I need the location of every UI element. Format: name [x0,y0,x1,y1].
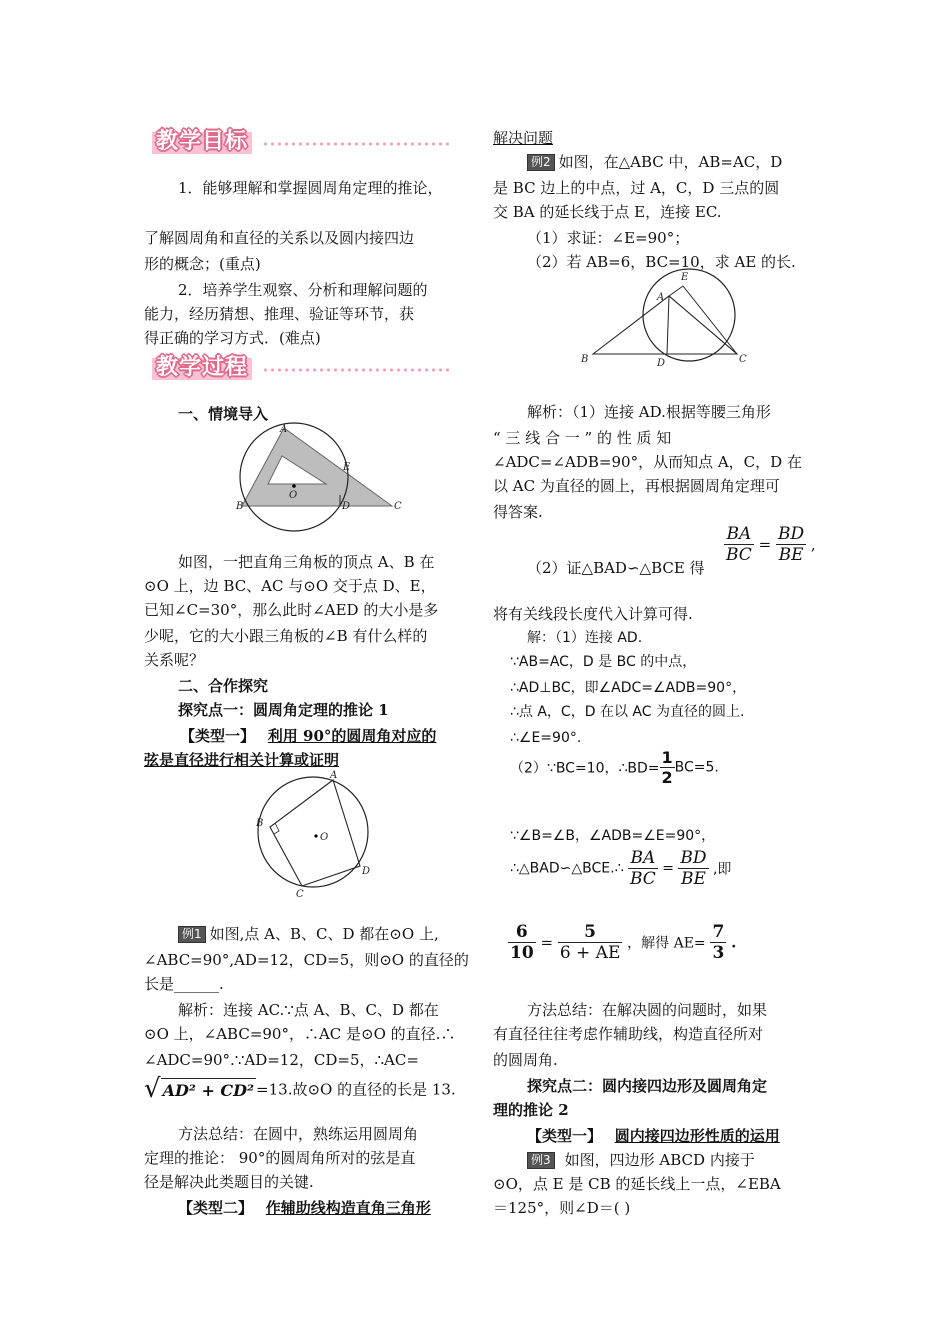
figure-triangle-circle [575,268,760,368]
intro-line4: 少呢，它的大小跟三角板的∠B 有什么样的 [144,627,428,645]
point2-heading: 探究点二：圆内接四边形及圆周角定 [527,1077,768,1095]
example3-line3: ＝125°，则∠D＝( ) [493,1199,631,1217]
type3-title: 圆内接四边形性质的运用 [614,1127,780,1145]
fraction-ba-bc [724,524,754,565]
analysis2-line7: 将有关线段长度代入计算可得. [493,605,693,623]
summary2-line2: 有直径往往考虑作辅助线，构造直径所对 [493,1025,764,1043]
example1-line3: 长是______. [144,975,224,993]
banner-dots [262,368,452,372]
figure-triangle-ruler [232,422,412,537]
point1-heading: 探究点一：圆周角定理的推论 1 [178,701,389,719]
equals-sign: = [662,860,674,877]
example2-q1: （1）求证：∠E=90°； [527,229,690,247]
numerator: BA [628,848,658,869]
comma: , [810,535,816,554]
solution-line6 [510,748,719,787]
denominator: 6 + AE [559,943,621,963]
banner-dots [262,142,452,146]
fraction-bd-be [678,848,708,889]
label-c: C [394,501,402,512]
type2-label: 【类型二】 [178,1199,254,1217]
section-heading: 二、合作探究 [178,677,269,695]
triangle-ruler-shape [242,428,392,506]
banner-title: 教学目标 [152,124,252,155]
example2-text: 如图，在△ABC 中，AB=AC，D [558,153,783,171]
example-tag: 例1 [178,926,206,943]
summary2-line1: 方法总结：在解决圆的问题时，如果 [527,1001,768,1019]
denominator: BC [726,545,752,565]
summary1-line1: 方法总结：在圆中，熟练运用圆周角 [178,1125,419,1143]
quadrilateral-abcd [270,780,360,886]
triangle-abc [593,296,737,354]
intro-line1: 如图，一把直角三角板的顶点 A、B 在 [178,553,435,571]
solve-heading: 解决问题 [493,129,554,147]
segment-ec [683,286,737,354]
fraction-5-6ae [558,922,623,963]
fraction-6-10 [508,922,536,963]
solution-line1: 解：（1）连接 AD. [527,630,643,646]
example3-line2: ⊙O，点 E 是 CB 的延长线上一点，∠EBA [493,1175,781,1193]
circle-o [258,777,371,887]
example3-text: 如图，四边形 ABCD 内接于 [564,1151,755,1169]
example1-line2: ∠ABC=90°,AD=12，CD=5，则⊙O 的直径的 [144,951,469,969]
goal2-line2: 能力，经历猜想、推理、验证等环节，获 [144,305,415,323]
type2-title: 作辅助线构造直角三角形 [265,1199,431,1217]
bd-result: BC=5. [674,759,719,776]
numerator: 1 [661,748,673,767]
fraction-bd-be [776,524,806,565]
goal1-line3: 形的概念；(重点) [144,255,261,273]
label-d: D [342,501,351,512]
analysis2-line5: 得答案. [493,503,543,521]
solution-line2: ∵AB=AC，D 是 BC 的中点， [510,654,697,670]
denominator: BC [629,869,656,889]
example-tag: 例2 [527,154,555,171]
summary2-line3: 的圆周角. [493,1051,558,1069]
goal2-line1: 2．培养学生观察、分析和理解问题的 [178,281,428,299]
solution-line5: ∴∠E=90°. [510,730,582,746]
example1-line1 [178,924,439,944]
type2-heading [178,1198,431,1218]
analysis2-line3: ∠ADC=∠ADB=90°，从而知点 A，C，D 在 [493,453,802,471]
summary1-line2: 定理的推论： 90°的圆周角所对的弦是直 [144,1149,416,1167]
analysis1-result: =13.故⊙O 的直径的长是 13. [256,1080,456,1099]
banner-teaching-goals [146,124,456,158]
similar-text: ∴△BAD∽△BCE.∴ [510,860,624,877]
analysis1-line3: ∠ADC=90°.∵AD=12，CD=5，∴AC= [144,1051,419,1069]
label-b: B [581,354,589,365]
segment-ad [667,296,669,354]
circle-acd [643,269,735,361]
type1-title: 利用 90°的圆周角对应的 [267,727,437,745]
label-d: D [362,866,371,877]
solution-line4: ∴点 A，C，D 在以 AC 为直径的圆上. [510,704,745,720]
goal2-line3: 得正确的学习方式．(难点) [144,329,321,347]
sqrt-radicand: AD² + CD² [161,1078,256,1100]
solution-line8 [510,848,731,889]
label-e: E [343,462,351,473]
fraction-7-3 [710,922,726,963]
numerator: 7 [712,922,725,942]
right-angle-mark [274,823,279,834]
segment-ae [669,286,683,296]
type1-heading [180,726,436,746]
type3-label: 【类型一】 [527,1127,603,1145]
label-c: C [296,889,304,898]
intro-line2: ⊙O 上，边 BC、AC 与⊙O 交于点 D、E， [144,577,436,595]
denominator: BE [681,869,706,889]
example2-q2: （2）若 AB=6，BC=10，求 AE 的长. [527,253,796,271]
example2-line3: 交 BA 的延长线于点 E，连接 EC. [493,203,722,221]
solve-text: ，解得 AE= [627,935,706,952]
label-a: A [330,770,338,781]
denominator: 10 [510,943,534,963]
fraction-equation-1 [724,524,816,565]
point2-heading-cont: 理的推论 2 [493,1101,569,1119]
goal1-line2: 了解圆周角和直径的关系以及圆内接四边 [144,229,415,247]
figure-cyclic-quad [250,770,380,898]
period: . [731,933,737,952]
fraction-half [660,748,675,787]
label-a: A [657,292,665,303]
label-c: C [739,354,747,365]
denominator: 3 [712,943,725,963]
section-heading: 一、情境导入 [178,405,269,423]
example-tag: 例3 [527,1152,555,1169]
fraction-ba-bc [628,848,658,889]
analysis2-line2: “ 三 线 合 一 ” 的 性 质 知 [493,429,672,447]
intro-line5: 关系呢？ [144,651,205,669]
equals-sign: = [758,535,772,554]
label-o: O [289,490,298,501]
goal1-line1: 1．能够理解和掌握圆周角定理的推论， [178,179,443,197]
analysis1-line1: 解析：连接 AC.∵点 A、B、C、D 都在 [178,1001,439,1019]
denominator: 2 [661,768,673,787]
type1-label: 【类型一】 [180,727,256,745]
example2-line1 [527,152,782,172]
numerator: BD [777,524,805,544]
example2-line2: 是 BC 边上的中点，过 A，C，D 三点的圆 [493,179,780,197]
label-e: E [681,272,689,283]
center-dot [314,834,317,837]
label-o: O [320,832,329,843]
solution-line3: ∴AD⊥BC，即∠ADC=∠ADB=90°， [510,680,747,696]
numerator: 5 [558,922,623,943]
analysis2-line4: 以 AC 为直径的圆上，再根据圆周角定理可 [493,477,780,495]
banner-teaching-process [146,350,456,384]
label-b: B [256,818,264,829]
bd-text: （2）∵BC=10，∴BD= [510,760,660,777]
equals-sign: = [540,933,554,952]
summary1-line3: 径是解决此类题目的关键. [144,1173,314,1191]
label-a: A [280,424,288,435]
numerator: 6 [508,922,536,943]
label-b: B [236,501,244,512]
type3-heading [527,1126,780,1146]
solution-line9 [508,922,736,963]
analysis1-line2: ⊙O 上，∠ABC=90°，∴AC 是⊙O 的直径.∴ [144,1025,456,1043]
banner-title: 教学过程 [152,350,252,381]
numerator: BD [680,848,707,868]
sqrt-sign: √ [144,1074,161,1104]
center-dot [292,484,296,488]
label-d: D [657,358,666,368]
denominator: BE [778,545,804,565]
numerator: BA [724,524,754,545]
example3-line1 [527,1150,755,1170]
type1-title-cont: 弦是直径进行相关计算或证明 [144,751,340,769]
analysis2-line6: （2）证△BAD∽△BCE 得 [527,559,705,577]
example1-text: 如图,点 A、B、C、D 都在⊙O 上, [209,925,439,943]
analysis2-line1: 解析：（1）连接 AD.根据等腰三角形 [527,403,771,421]
solution-line7: ∵∠B=∠B，∠ADB=∠E=90°， [510,828,716,844]
intro-line3: 已知∠C=30°，那么此时∠AED 的大小是多 [144,601,439,619]
ji-text: ,即 [712,861,732,878]
analysis1-line4 [144,1074,456,1106]
